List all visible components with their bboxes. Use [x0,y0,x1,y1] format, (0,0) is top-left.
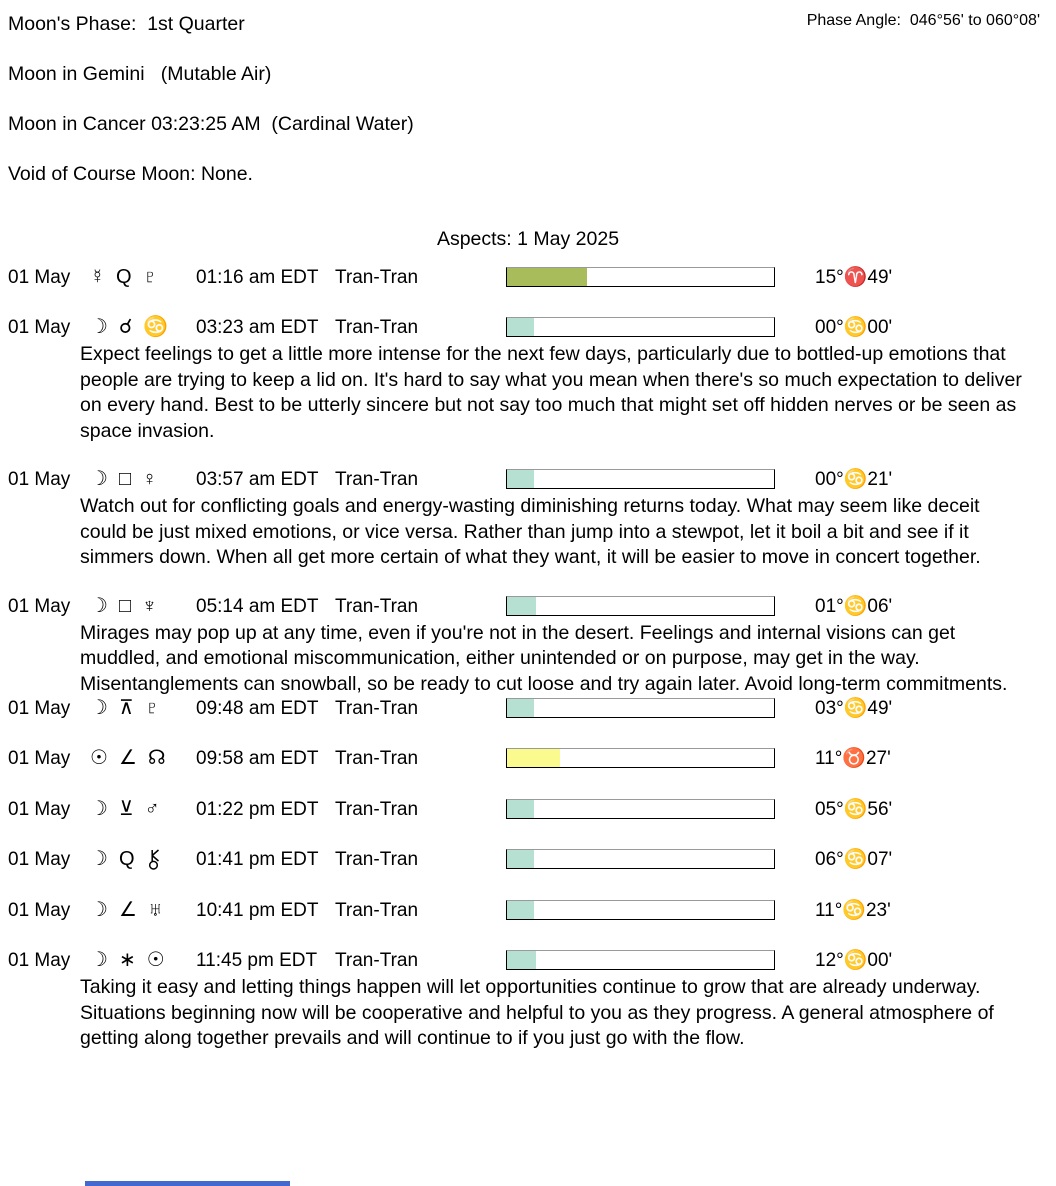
aspect-row [0,267,1056,288]
north-node-icon: ☊ [147,747,166,769]
moon-in-cancer-line: Moon in Cancer 03:23:25 AM (Cardinal Water) [8,113,414,135]
moon-icon: ☽ [90,594,108,617]
void-of-course-line: Void of Course Moon: None. [8,163,253,185]
aspect-row [0,799,1056,820]
aspect-degree-value: 00°♋21' [815,469,893,490]
aspect-row [0,317,1056,338]
aspect-degree-value: 00°♋00' [815,317,893,338]
moon-icon: ☽ [90,468,108,490]
aspect-row-block [0,698,1056,719]
aspect-left-group [8,596,319,617]
aspect-symbols [90,799,188,820]
aspect-type: Tran-Tran [335,317,419,338]
aspect-time: 10:41 pm EDT [196,900,319,921]
aspect-type: Tran-Tran [335,849,419,870]
aspect-symbols [90,267,188,288]
aspect-type: Tran-Tran [335,698,419,719]
aspect-time: 01:16 am EDT [196,267,319,288]
orb-progress-bar [506,900,775,920]
aspect-description: Taking it easy and letting things happen will let opportunities continue to grow that are already underway. Situations beginning now will be cooperative and helpful to you as they progress. A general atmosphere of getting along together prevails and will continue to if you just go with the flow. [80,976,994,1049]
aspect-symbols [90,596,188,617]
orb-progress-fill [507,597,536,615]
chiron-icon [146,849,161,870]
aspect-time: 09:58 am EDT [196,748,319,769]
venus-icon: ♀ [142,468,158,490]
aspect-symbols [90,900,188,921]
aspect-date: 01 May [8,469,71,490]
aspect-row-block [0,900,1056,921]
aspect-row-block [0,469,1056,571]
aspect-symbols [90,849,188,870]
orb-progress-bar [506,469,775,489]
aspect-left-group [8,317,319,338]
square-icon: □ [118,468,132,490]
orb-progress-bar [506,317,775,337]
aspect-row-block [0,748,1056,769]
aspect-row-block [0,596,1056,698]
aspect-time: 09:48 am EDT [196,698,319,719]
orb-progress-bar [506,267,775,287]
conjunction-icon: ☌ [118,316,133,338]
aspect-symbols [90,698,188,719]
orb-progress-bar [506,596,775,616]
orb-progress-bar [506,799,775,819]
cancer-icon: ♋ [143,316,169,338]
aspect-degree-value: 01°♋06' [815,595,893,617]
quintile-icon: Q [118,848,135,870]
sun-icon: ☉ [90,747,108,769]
orb-progress-fill [507,800,534,818]
orb-progress-fill [507,470,534,488]
aspect-type: Tran-Tran [335,900,419,921]
mars-icon: ♂ [144,798,160,820]
selection-highlight-strip [85,1181,290,1186]
aspect-time: 03:23 am EDT [196,317,319,338]
aspect-degree-value: 05°♋56' [815,799,893,820]
aspect-degree-value: 15°♈49' [815,267,893,288]
aspect-degree-value: 12°♋00' [815,950,893,971]
aspect-left-group [8,900,319,921]
aspect-date: 01 May [8,950,71,971]
aspect-description: Watch out for conflicting goals and energy-wasting diminishing returns today. What may seem like deceit could be just mixed emotions, or vice versa. Rather than jump into a stewpot, let it boil a bit and see if it simmers down. When all get more certain of what they want, it will be easier to move in concert together. [80,495,981,568]
aspect-row-block [0,317,1056,444]
moon-in-gemini-line: Moon in Gemini (Mutable Air) [8,63,272,85]
pluto-icon: ♇ [142,266,158,288]
moon-info-header [0,0,1056,185]
aspect-date: 01 May [8,698,71,719]
aspect-date: 01 May [8,267,71,288]
aspect-symbols [90,317,188,338]
orb-progress-fill [507,749,560,767]
moon-icon: ☽ [90,798,108,820]
mercury-icon: ☿ [90,266,105,288]
aspect-description: Mirages may pop up at any time, even if you're not in the desert. Feelings and internal visions can get muddled, and emotional miscommunication, either unintended or on purpose, may get in the way. Misentanglements can snowball, so be ready to cut loose and try again later. Avoid long-term commitments. [80,621,1008,695]
aspect-time: 05:14 am EDT [196,595,319,617]
aspect-symbols [90,950,188,971]
aspect-left-group [8,849,319,870]
orb-progress-bar [506,950,775,970]
aspect-degree-value: 11°♋23' [815,900,891,921]
orb-progress-fill [507,901,534,919]
aspect-symbols [90,748,188,769]
orb-progress-fill [507,318,534,336]
aspect-left-group [8,469,319,490]
aspect-row [0,900,1056,921]
quincunx-icon: ⊼ [118,697,134,719]
sextile-icon: ∗ [118,949,136,971]
aspect-left-group [8,748,319,769]
aspect-degree-value: 03°♋49' [815,698,893,719]
aspect-type: Tran-Tran [335,595,419,617]
quintile-icon: Q [116,266,132,288]
semisquare-icon: ∠ [118,747,137,769]
aspect-type: Tran-Tran [335,267,419,288]
uranus-icon: ♅ [147,899,163,921]
aspect-row-block [0,849,1056,870]
aspect-row [0,950,1056,971]
orb-progress-fill [507,699,534,717]
aspect-rows [0,267,1056,1052]
orb-progress-fill [507,951,536,969]
moon-icon: ☽ [90,316,108,338]
aspect-symbols [90,469,188,490]
aspects-title: Aspects: 1 May 2025 [436,228,620,250]
aspect-degree-value: 11°♉27' [815,748,891,769]
moon-icon: ☽ [90,949,108,971]
moon-icon: ☽ [90,899,108,921]
aspect-left-group [8,799,319,820]
aspect-row [0,469,1056,490]
aspect-description: Expect feelings to get a little more intense for the next few days, particularly due to bottled-up emotions that people are trying to keep a lid on. It's hard to say what you mean when there's so much expectation to deliver on every hand. Best to be utterly sincere but not say too much that might set off hidden nerves or be seen as space invasion. [80,343,1022,442]
aspect-date: 01 May [8,748,71,769]
aspect-type: Tran-Tran [335,469,419,490]
aspect-row [0,596,1056,617]
aspect-degree-value: 06°♋07' [815,849,893,870]
orb-progress-bar [506,698,775,718]
phase-angle-label: Phase Angle: 046°56' to 060°08' [806,12,1040,29]
aspect-row [0,748,1056,769]
aspect-left-group [8,950,317,971]
orb-progress-bar [506,748,775,768]
pluto-icon: ♇ [144,697,160,719]
orb-progress-fill [507,850,534,868]
orb-progress-fill [507,268,587,286]
aspect-left-group [8,267,319,288]
aspect-date: 01 May [8,900,71,921]
aspect-left-group [8,698,319,719]
aspect-time: 01:41 pm EDT [196,849,319,870]
semisextile-icon: ⊻ [118,798,134,820]
sun-icon: ☉ [146,949,165,971]
semisquare-icon: ∠ [118,899,137,921]
moon-icon: ☽ [90,697,108,719]
aspect-date: 01 May [8,317,71,338]
aspect-row [0,698,1056,719]
aspect-date: 01 May [8,799,71,820]
aspect-type: Tran-Tran [335,748,419,769]
aspect-time: 11:45 pm EDT [196,950,318,971]
aspect-row-block [0,950,1056,1052]
aspect-date: 01 May [8,595,71,617]
aspect-date: 01 May [8,849,71,870]
moon-phase-line: Moon's Phase: 1st Quarter [8,13,245,35]
aspect-time: 03:57 am EDT [196,469,319,490]
neptune-icon: ♆ [142,594,158,617]
aspect-row-block [0,799,1056,820]
aspect-type: Tran-Tran [335,950,419,971]
orb-progress-bar [506,849,775,869]
moon-icon: ☽ [90,848,108,870]
square-icon: □ [118,594,132,617]
aspect-time: 01:22 pm EDT [196,799,319,820]
aspect-row [0,849,1056,870]
aspect-row-block [0,267,1056,288]
aspect-type: Tran-Tran [335,799,419,820]
